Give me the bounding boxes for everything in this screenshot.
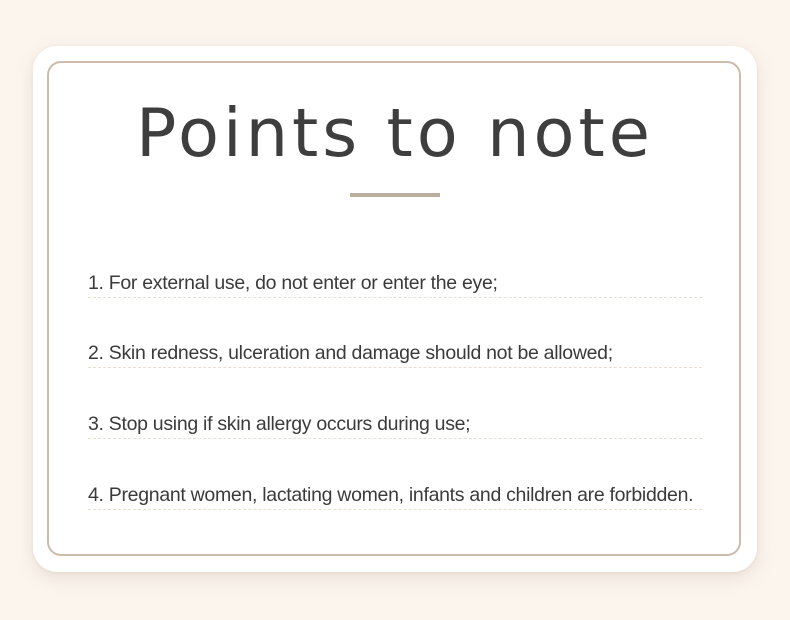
- title-underline-divider: [350, 193, 440, 197]
- page-title: Points to note: [135, 94, 655, 172]
- note-item: 2. Skin redness, ulceration and damage should not be allowed;: [88, 339, 702, 368]
- note-item: 1. For external use, do not enter or enter the eye;: [88, 269, 702, 298]
- note-item: 3. Stop using if skin allergy occurs during use;: [88, 410, 702, 439]
- note-item: 4. Pregnant women, lactating women, infants and children are forbidden.: [88, 481, 702, 510]
